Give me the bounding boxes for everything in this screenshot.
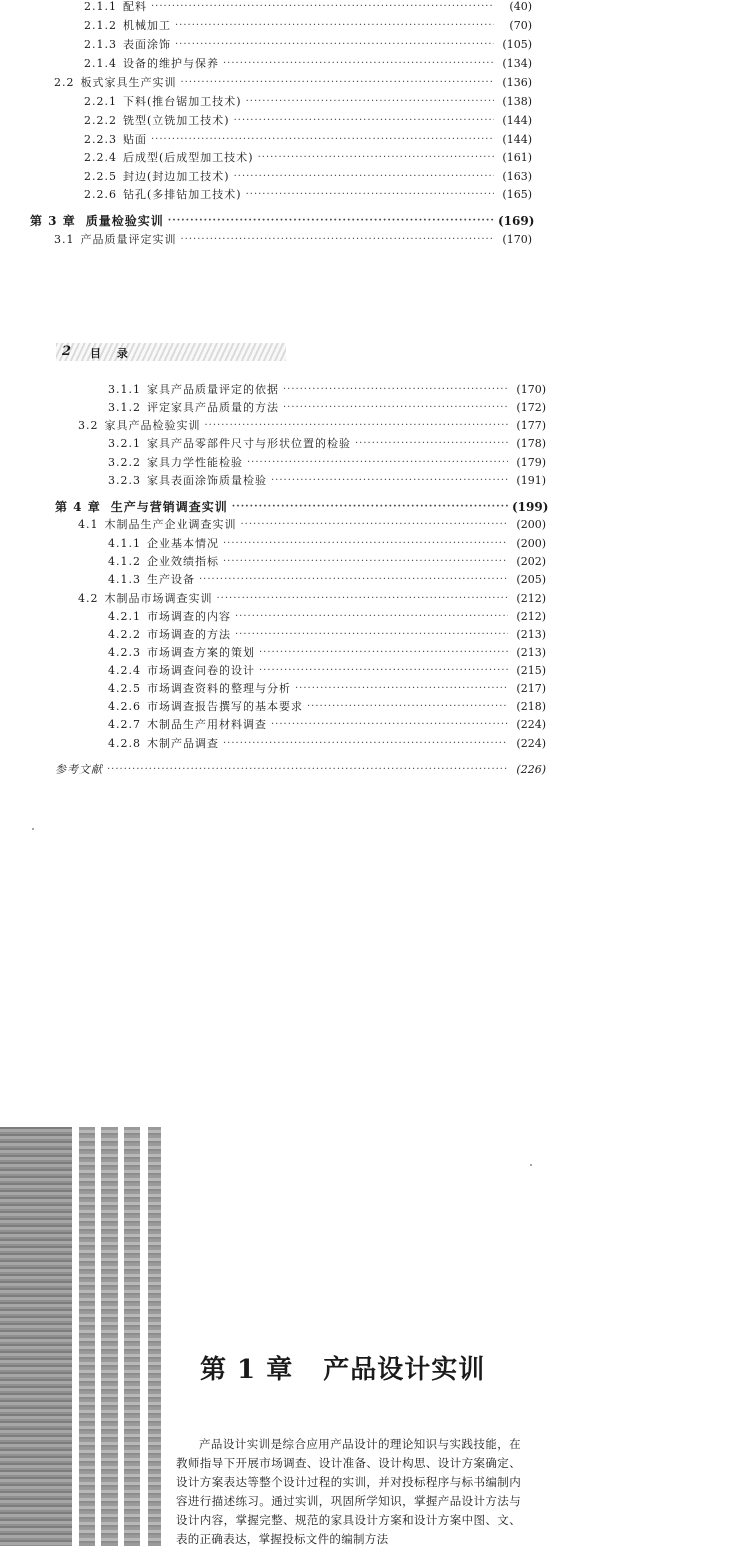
intro-paragraph: 产品设计实训是综合应用产品设计的理论知识与实践技能，在教师指导下开展市场调查、设计准备、设计构思、设计方案确定、设计方案表达等整个设计过程的实训，并对投标程序与标书编制内容进行描述练习。通过实训，巩固所学知识，掌握产品设计方法与设计内容，掌握完整、规范的家具设计方案和设计方案中图、文、表的正确表达，掌握投标文件的编制方法 [176,1437,521,1546]
toc-entry-title: 钻孔(多排钻加工技术) [123,188,242,201]
toc-entry-page: (212) [516,592,546,605]
toc-entry-page: (213) [516,628,546,641]
toc-entry-title: 市场调查的内容 [147,610,231,623]
toc-entry-title: 配料 [123,0,147,13]
toc-entry-title: 木制品生产用材料调查 [147,718,267,731]
toc-leader-dots [223,55,494,73]
toc-leader-dots [181,74,495,92]
toc-entry-number: 4.2.4 [108,664,141,677]
toc-entry [108,735,546,753]
toc-entry-title: 产品质量评定实训 [80,233,177,246]
toc-entry [108,553,546,571]
scan-speck [32,828,34,830]
toc-entry [108,535,546,553]
toc-entry-page: (177) [516,419,546,432]
toc-entry-title: 质量检验实训 [85,214,164,228]
toc-entry-page: (163) [502,170,532,183]
toc-leader-dots [258,149,494,167]
toc-entry-page: (224) [516,737,546,750]
toc-entry-number: 4.2.8 [108,737,141,750]
toc-entry-page: (205) [516,573,546,586]
toc-entry [78,516,546,534]
toc-entry-number: 2.2.4 [84,151,117,164]
toc-leader-dots [295,680,508,698]
toc-entry-page: (70) [509,19,532,32]
toc-entry-title: 设备的维护与保养 [123,57,219,70]
toc-entry [84,0,532,16]
toc-entry-page: (170) [502,233,532,246]
toc-entry-number: 4.1.3 [108,573,141,586]
toc-entry [84,149,532,167]
toc-entry-page: (134) [502,57,532,70]
stripe-band [101,1127,118,1546]
toc-entry [84,36,532,54]
toc-entry-page: (170) [516,383,546,396]
toc-entry-title: 板式家具生产实训 [80,76,177,89]
toc-entry-page: (178) [516,437,546,450]
toc-entry-number: 3.1.1 [108,383,141,396]
toc-entry-page: (165) [502,188,532,201]
toc-entry [78,417,546,435]
toc-entry [108,716,546,734]
toc-leader-dots [283,381,508,399]
toc-entry-title: 贴面 [123,133,147,146]
toc-entry-title: 木制产品调查 [147,737,219,750]
toc-entry-title: 家具产品零部件尺寸与形状位置的检验 [147,437,351,450]
toc-entry-page: (218) [516,700,546,713]
toc-leader-dots [168,212,494,230]
toc-entry-title: 木制品生产企业调查实训 [104,518,237,531]
toc-entry-title: 市场调查资料的整理与分析 [147,682,291,695]
page-number: 2 [62,344,72,359]
toc-entry-page: (105) [502,38,532,51]
toc-leader-dots [205,417,509,435]
toc-entry-page: (213) [516,646,546,659]
toc-entry-number: 2.1.1 [84,0,117,13]
toc-entry-title: 企业基本情况 [147,537,219,550]
toc-entry-number: 4.1.1 [108,537,141,550]
toc-entry-number: 2.2.6 [84,188,117,201]
toc-entry [78,590,546,608]
toc-entry [84,17,532,35]
toc-entry [84,112,532,130]
toc-entry-number: 2.1.2 [84,19,117,32]
toc-entry-title: 家具力学性能检验 [147,456,243,469]
toc-entry-title: 木制品市场调查实训 [104,592,213,605]
toc-entry-page: (179) [516,456,546,469]
toc-entry-number: 3.2.1 [108,437,141,450]
toc-entry-number: 第 3 章 [30,214,76,228]
toc-entry-page: (172) [516,401,546,414]
toc-entry-number: 2.2 [54,76,75,89]
toc-leader-dots [151,131,494,149]
toc-entry-number: 2.1.3 [84,38,117,51]
toc-entry [54,74,532,92]
toc-leader-dots [355,435,508,453]
toc-leader-dots [175,17,494,35]
toc-entry-page: (169) [498,214,535,228]
toc-entry-page: (144) [502,133,532,146]
toc-entry-number: 2.2.1 [84,95,117,108]
toc-entry [108,454,546,472]
toc-entry [108,472,546,490]
toc-entry-number: 2.2.5 [84,170,117,183]
chapter-title [200,1349,485,1386]
toc-entry-title: 参考文献 [55,763,103,776]
toc-entry-title: 市场调查的方法 [147,628,231,641]
toc-entry-number: 4.2.6 [108,700,141,713]
toc-entry-title: 表面涂饰 [123,38,171,51]
toc-entry [108,608,546,626]
decorative-stripes [0,1127,165,1546]
toc-entry [108,571,546,589]
toc-entry-number: 2.2.3 [84,133,117,146]
toc-entry-number: 2.2.2 [84,114,117,127]
toc-leader-dots [175,36,494,54]
toc-leader-dots [234,112,494,130]
toc-entry [108,644,546,662]
toc-leader-dots [223,553,508,571]
toc-entry-title: 生产与营销调查实训 [110,500,228,514]
toc-entry-title: 家具表面涂饰质量检验 [147,474,267,487]
toc-entry-page: (217) [516,682,546,695]
toc-leader-dots [259,662,508,680]
chapter-number: 第 1 章 [200,1355,294,1385]
toc-entry [84,168,532,186]
toc-entry-title: 机械加工 [123,19,171,32]
toc-entry-page: (161) [502,151,532,164]
toc-entry-page: (200) [516,518,546,531]
toc-entry-number: 4.2.5 [108,682,141,695]
toc-entry [108,381,546,399]
toc-entry [54,231,532,249]
toc-leader-dots [107,761,508,779]
toc-entry-number: 3.2.3 [108,474,141,487]
page-header-label: 目 录 [90,347,134,360]
toc-entry-number: 3.1.2 [108,401,141,414]
toc-entry-title: 企业效绩指标 [147,555,219,568]
toc-leader-dots [241,516,509,534]
toc-entry [108,626,546,644]
stripe-band [148,1127,161,1546]
toc-entry-title: 后成型(后成型加工技术) [123,151,254,164]
stripe-band [79,1127,95,1546]
chapter-name: 产品设计实训 [323,1355,486,1385]
toc-leader-dots [217,590,509,608]
toc-entry-number: 第 4 章 [55,500,101,514]
stripe-band [124,1127,140,1546]
toc-entry-number: 3.2.2 [108,456,141,469]
toc-entry-number: 3.1 [54,233,75,246]
toc-entry-page: (136) [502,76,532,89]
toc-entry-title: 封边(封边加工技术) [123,170,230,183]
toc-chapter-entry [55,498,549,516]
stripe-band [0,1127,72,1546]
toc-entry-page: (191) [516,474,546,487]
toc-entry-page: (202) [516,555,546,568]
toc-entry-title: 市场调查方案的策划 [147,646,255,659]
toc-entry [84,93,532,111]
toc-leader-dots [223,735,508,753]
toc-leader-dots [199,571,508,589]
toc-entry-title: 市场调查问卷的设计 [147,664,255,677]
toc-references-entry [55,761,546,779]
toc-leader-dots [283,399,508,417]
toc-leader-dots [307,698,508,716]
toc-leader-dots [271,716,508,734]
toc-entry-title: 家具产品检验实训 [104,419,201,432]
toc-leader-dots [246,93,494,111]
toc-entry [84,131,532,149]
toc-entry [108,698,546,716]
toc-leader-dots [259,644,508,662]
toc-leader-dots [151,0,494,16]
toc-entry-page: (215) [516,664,546,677]
toc-leader-dots [271,472,508,490]
toc-leader-dots [247,454,508,472]
toc-entry-number: 4.1 [78,518,99,531]
toc-entry-title: 下料(推台锯加工技术) [123,95,242,108]
toc-entry [108,435,546,453]
toc-leader-dots [181,231,495,249]
toc-entry-title: 家具产品质量评定的依据 [147,383,279,396]
toc-entry-page: (138) [502,95,532,108]
toc-entry-title: 生产设备 [147,573,195,586]
toc-leader-dots [223,535,508,553]
toc-entry-page: (224) [516,718,546,731]
toc-entry-number: 2.1.4 [84,57,117,70]
toc-entry [108,680,546,698]
toc-entry [84,55,532,73]
toc-entry-number: 4.2.1 [108,610,141,623]
toc-entry [108,399,546,417]
toc-entry-page: (226) [516,763,546,776]
page-header [48,335,288,369]
toc-entry-page: (199) [512,500,549,514]
toc-entry-page: (40) [509,0,532,13]
toc-leader-dots [246,186,494,204]
chapter-intro [176,1435,521,1549]
toc-entry-number: 4.2.2 [108,628,141,641]
toc-entry [108,662,546,680]
toc-entry-title: 评定家具产品质量的方法 [147,401,279,414]
chapter-opening-page [0,1127,750,1546]
toc-leader-dots [235,608,508,626]
toc-entry-number: 4.2 [78,592,99,605]
toc-leader-dots [234,168,494,186]
toc-entry-number: 3.2 [78,419,99,432]
toc-leader-dots [235,626,508,644]
toc-entry-page: (212) [516,610,546,623]
toc-entry-page: (200) [516,537,546,550]
toc-chapter-entry [30,212,535,230]
toc-entry-number: 4.2.7 [108,718,141,731]
toc-entry-number: 4.1.2 [108,555,141,568]
toc-entry-page: (144) [502,114,532,127]
toc-leader-dots [232,498,508,516]
toc-entry-title: 铣型(立铣加工技术) [123,114,230,127]
toc-entry-number: 4.2.3 [108,646,141,659]
toc-entry-title: 市场调查报告撰写的基本要求 [147,700,303,713]
toc-entry [84,186,532,204]
